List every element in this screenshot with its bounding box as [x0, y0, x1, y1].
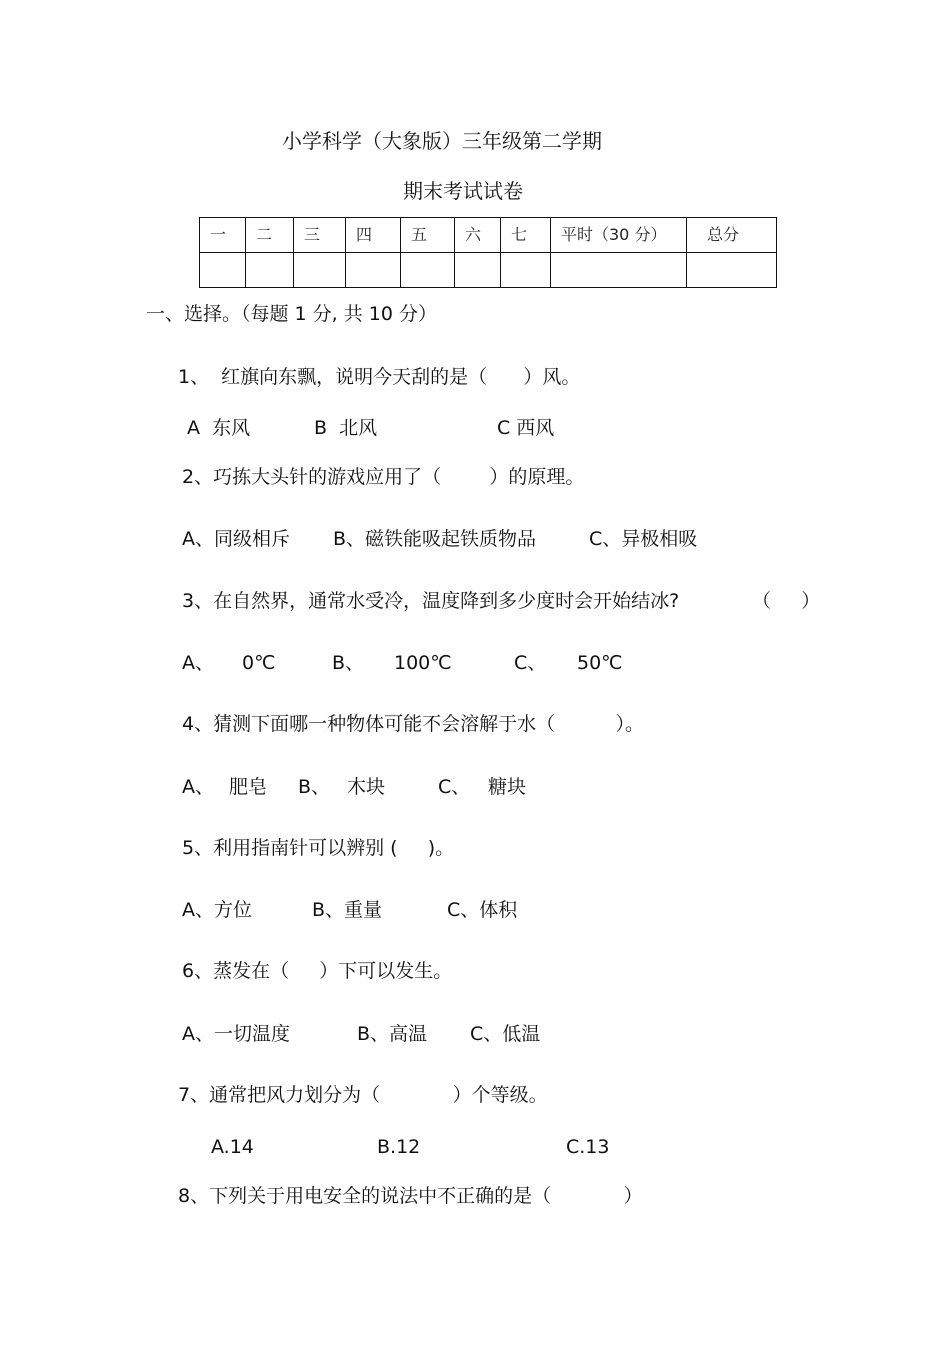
score-value-cell: [346, 253, 401, 288]
answer-option: C.13: [566, 1136, 610, 1158]
answer-option-letter: A、: [182, 652, 214, 674]
answer-option-letter: A、: [182, 776, 214, 798]
answer-option: 100℃: [394, 652, 452, 674]
question-text: 4、猜测下面哪一种物体可能不会溶解于水（ ）。: [182, 713, 644, 735]
answer-option: C、体积: [447, 899, 518, 921]
answer-option-letter: C、: [438, 776, 471, 798]
score-table-header-row: [200, 218, 777, 253]
answer-option: C、异极相吸: [589, 528, 698, 550]
answer-option: B、重量: [312, 899, 383, 921]
answer-option: A、方位: [182, 899, 252, 921]
answer-option-letter: B、: [298, 776, 331, 798]
question-text: 3、在自然界，通常水受冷，温度降到多少度时会开始结冰?: [182, 590, 680, 612]
score-header-cell: 总分: [687, 218, 777, 253]
score-value-cell: [551, 253, 687, 288]
score-header-cell: 三: [294, 218, 346, 253]
question-text: 1、 红旗向东飘，说明今天刮的是（ ）风。: [178, 366, 581, 388]
score-header-cell: 六: [455, 218, 501, 253]
score-header-cell: 平时（30 分）: [551, 218, 687, 253]
score-value-cell: [246, 253, 294, 288]
answer-option: 木块: [347, 776, 386, 798]
exam-title: 小学科学（大象版）三年级第二学期: [282, 129, 602, 153]
score-table-value-row: [200, 253, 777, 288]
exam-subtitle: 期末考试试卷: [403, 179, 523, 203]
answer-option: A、同级相斥: [182, 528, 290, 550]
score-header-cell: 二: [246, 218, 294, 253]
answer-option: B.12: [377, 1136, 421, 1158]
score-table: [199, 217, 777, 288]
score-value-cell: [294, 253, 346, 288]
section-heading: 一、选择。（每题 1 分, 共 10 分）: [146, 303, 438, 325]
answer-option: C 西风: [497, 417, 555, 439]
answer-option-letter: C、: [514, 652, 547, 674]
question-text: 8、下列关于用电安全的说法中不正确的是（ ）: [178, 1185, 643, 1207]
answer-option: C、低温: [470, 1023, 541, 1045]
score-value-cell: [501, 253, 551, 288]
score-value-cell: [455, 253, 501, 288]
answer-option: A.14: [211, 1136, 254, 1158]
score-value-cell: [687, 253, 777, 288]
question-text: 5、利用指南针可以辨别 ( )。: [182, 837, 455, 859]
answer-option: 肥皂: [229, 776, 268, 798]
score-value-cell: [401, 253, 455, 288]
answer-option: B、磁铁能吸起铁质物品: [333, 528, 537, 550]
answer-option: A 东风: [187, 417, 251, 439]
answer-option: 50℃: [577, 652, 623, 674]
answer-option-letter: B、: [332, 652, 365, 674]
answer-paren: （ ）: [752, 590, 821, 612]
answer-option: B 北风: [314, 417, 378, 439]
score-value-cell: [200, 253, 246, 288]
score-header-cell: 七: [501, 218, 551, 253]
answer-option: B、高温: [357, 1023, 428, 1045]
answer-option: 糖块: [488, 776, 527, 798]
question-text: 6、蒸发在（ ）下可以发生。: [182, 960, 453, 982]
answer-option: A、一切温度: [182, 1023, 290, 1045]
score-header-cell: 四: [346, 218, 401, 253]
score-header-cell: 一: [200, 218, 246, 253]
score-header-cell: 五: [401, 218, 455, 253]
question-text: 2、巧拣大头针的游戏应用了（ ）的原理。: [182, 466, 585, 488]
question-text: 7、通常把风力划分为（ ）个等级。: [178, 1084, 548, 1106]
answer-option: 0℃: [242, 652, 276, 674]
